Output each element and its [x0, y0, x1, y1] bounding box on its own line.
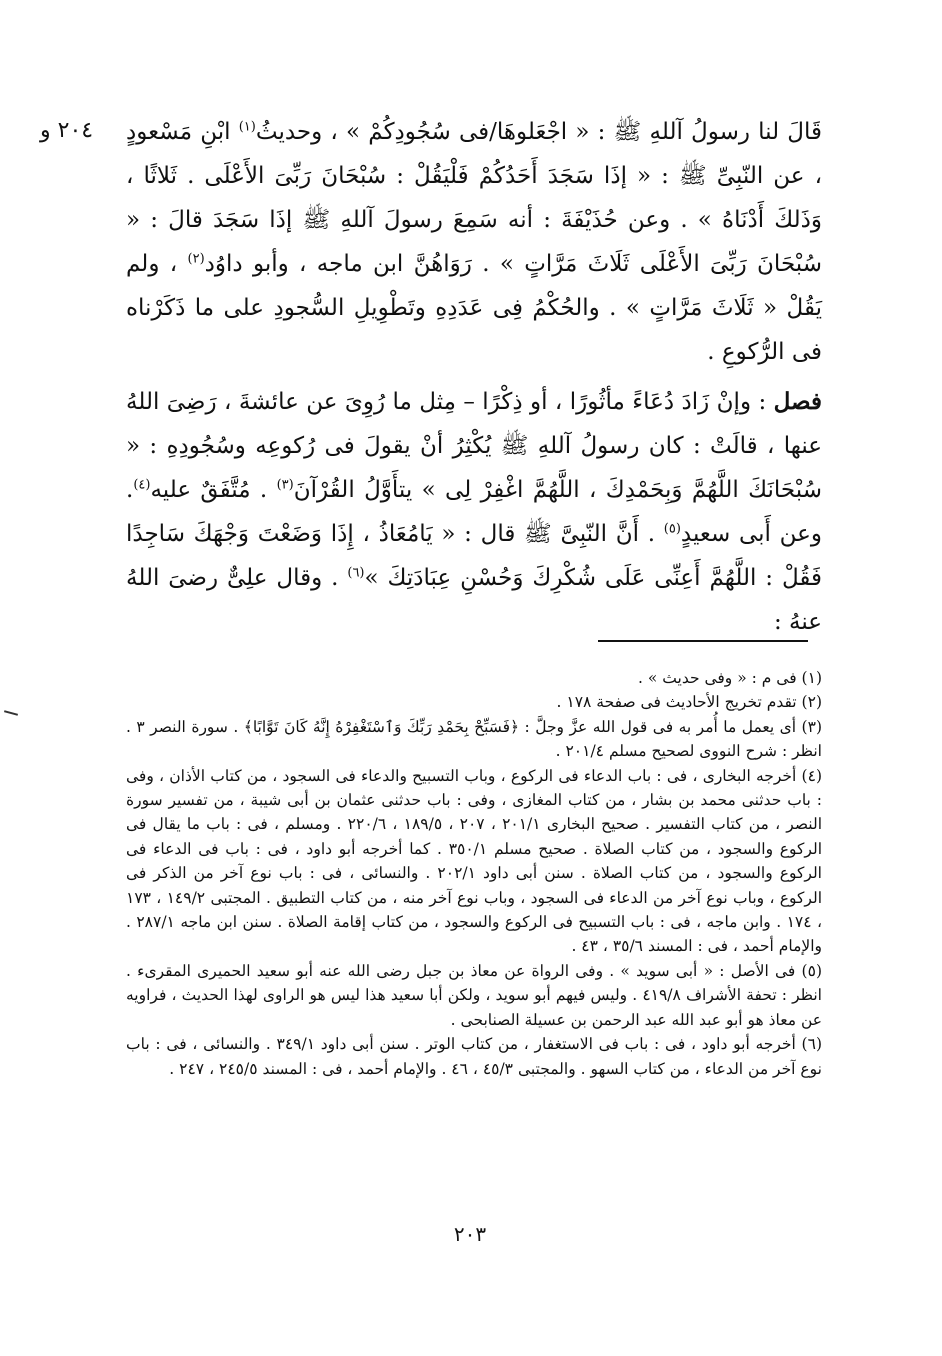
- footnote-ref-4[interactable]: (٤): [133, 477, 151, 493]
- footnote-2: (٢) تقدم تخريج الأحاديث فى صفحة ١٧٨ .: [556, 693, 822, 712]
- text-segment: قَالَ لنا رسولُ آللهِ ﷺ : « اجْعَلوهَا/فى سُجُودِكُمْ » ، وحديثُ: [255, 119, 823, 145]
- paragraph-2: [126, 380, 822, 644]
- footnote-3: (٣) أى يعمل ما أُمر به فى قول الله عزَّ وجلَّ : ﴿فَسَبِّحْ بِحَمْدِ رَبِّكَ وَٱسْتَغْفِرْهُ إِنَّهُ كَانَ تَوَّابًا﴾ . سورة النصر ٣ . انظر : شرح النووى لصحيح مسلم ٢٠١/٤ .: [126, 717, 822, 761]
- scan-edge-mark: [4, 710, 18, 716]
- margin-manuscript-reference: ٢٠٤ و: [40, 118, 94, 143]
- text-segment: ، ولم يَقُلْ « ثَلَاثَ مَرَّاتٍ » . والحُكْمُ فِى عَدَدِهِ وتَطْوِيلِ السُّجودِ على ما ذَكَرْناه فى الرُّكوعِ .: [126, 251, 822, 365]
- footnote-4: (٤) أخرجه البخارى ، فى : باب الدعاء فى الركوع ، وباب التسبيح والدعاء فى السجود ، من كتاب الأذان ، وفى : باب حدثنى محمد بن بشار ، من كتاب المغازى ، وفى : باب حدثنى عثمان بن أبى شيبة ، من تفسير سورة النصر ، من كتاب التفسير . صحيح البخارى ٢٠١/١ ، ٢٠٧ ، ١٨٩/٥ ، ٢٢٠/٦ . ومسلم ، فى : باب ما يقال فى الركوع والسجود ، من كتاب الصلاة . صحيح مسلم ٣٥٠/١ . كما أخرجه أبو داود ، فى : باب فى الدعاء فى الركوع والسجود ، من كتاب الصلاة . سنن أبى داود ٢٠٢/١ . والنسائى ، فى : باب نوع آخر من الذكر فى الركوع ، وباب نوع آخر من الدعاء فى السجود ، وباب نوع آخر منه ، من كتاب التطبيق . المجتبى ١٤٩/٢ ، ١٧٣ ، ١٧٤ . وابن ماجه ، فى : باب التسبيح فى الركوع والسجود ، من كتاب إقامة الصلاة . سنن ابن ماجه ٢٨٧/١ . والإمام أحمد ، فى : المسند ٣٥/٦ ، ٤٣ .: [126, 766, 823, 956]
- text-segment: . وقال علِىٌّ رضىَ اللهُ عنهُ :: [126, 565, 822, 635]
- footnote-separator-rule: [598, 640, 808, 642]
- text-segment: . أَنَّ النّبِىَّ ﷺ قال : « يَامُعَاذُ ، إِذَا وَضَعْتَ وَجْهَكَ سَاجِدًا فَقُلْ : اللَّهُمَّ أَعِنِّى عَلَى شُكْرِكَ وَحُسْنِ عِبَادَتِكَ »: [126, 521, 822, 591]
- text-segment: : وإنْ زَادَ دُعَاءً مأثُورًا ، أو ذِكْرًا – مِثل ما رُوِىَ عن عائشةَ ، رَضِىَ اللهُ عنها ، قالَتْ : كان رسولُ آللهِ ﷺ يُكْثِرُ أنْ يقولَ فى رُكوعِه وسُجُودِهِ : « سُبْحَانَكَ اللَّهُمَّ وَبِحَمْدِكَ ، اللَّهُمَّ اغْفِرْ لِى » يتأَوَّلُ القُرْآنَ: [126, 389, 822, 503]
- footnote-ref-3[interactable]: (٣): [276, 477, 294, 493]
- footnote-1: (١) فى م : « وفى حديث » .: [638, 669, 822, 687]
- footnote-ref-2[interactable]: (٢): [187, 251, 205, 267]
- text-segment: . مُتَّفَقٌ عليه: [150, 477, 277, 503]
- section-label-fasl: فصل: [773, 388, 822, 415]
- text-segment: ابْنِ مَسْعودٍ ،: [126, 119, 823, 189]
- page-number: ٢٠٣: [453, 1222, 487, 1246]
- footnote-5: (٥) فى الأصل : « أبى سويد » . وفى الرواة عن معاذ بن جبل رضى الله عنه أبو سعيد الحميرى المقرىء . انظر : تحفة الأشراف ٤١٩/٨ . وليس فيهم أبو سويد ، ولكن أبا سعيد هذا ليس هو الراوى لهذا الحديث ، فراويه عن معاذ هو أبو عبد الله عبد الرحمن بن عسيلة الصنابحى .: [126, 961, 822, 1029]
- footnote-ref-1[interactable]: (١): [238, 119, 256, 135]
- text-segment: عن النّبِىِّ ﷺ : « إذَا سَجَدَ أَحَدُكُمْ فَلْيَقُلْ : سُبْحَانَ رَبِّىَ الأَعْلَى . ثَلاثًا ، وَذَلكَ أَدْنَاهُ » . وعن حُذَيْفَةَ : أنه سَمِعَ رسولَ آللهِ ﷺ إذَا سَجَدَ قالَ : « سُبْحَانَ رَبِّىَ الأَعْلَى ثَلَاثَ مَرَّاتٍ » . رَوَاهُنَّ ابن ماجه ، وأبو داوُد: [126, 163, 823, 277]
- paragraph-1: [126, 110, 822, 374]
- footnote-ref-5[interactable]: (٥): [663, 521, 681, 537]
- footnotes-section: [126, 666, 822, 1081]
- main-text-body: [126, 110, 822, 644]
- footnote-6: (٦) أخرجه أبو داود ، فى : باب فى الاستغفار ، من كتاب الوتر . سنن أبى داود ٣٤٩/١ . والنسائى ، فى : باب نوع آخر من الدعاء ، من كتاب السهو . والمجتبى ٤٥/٣ ، ٤٦ . والإمام أحمد ، فى : المسند ٢٤٥/٥ ، ٢٤٧ .: [126, 1035, 822, 1078]
- text-segment: . وعن أَبى سعيدٍ: [126, 477, 822, 547]
- footnote-ref-6[interactable]: (٦): [347, 565, 365, 581]
